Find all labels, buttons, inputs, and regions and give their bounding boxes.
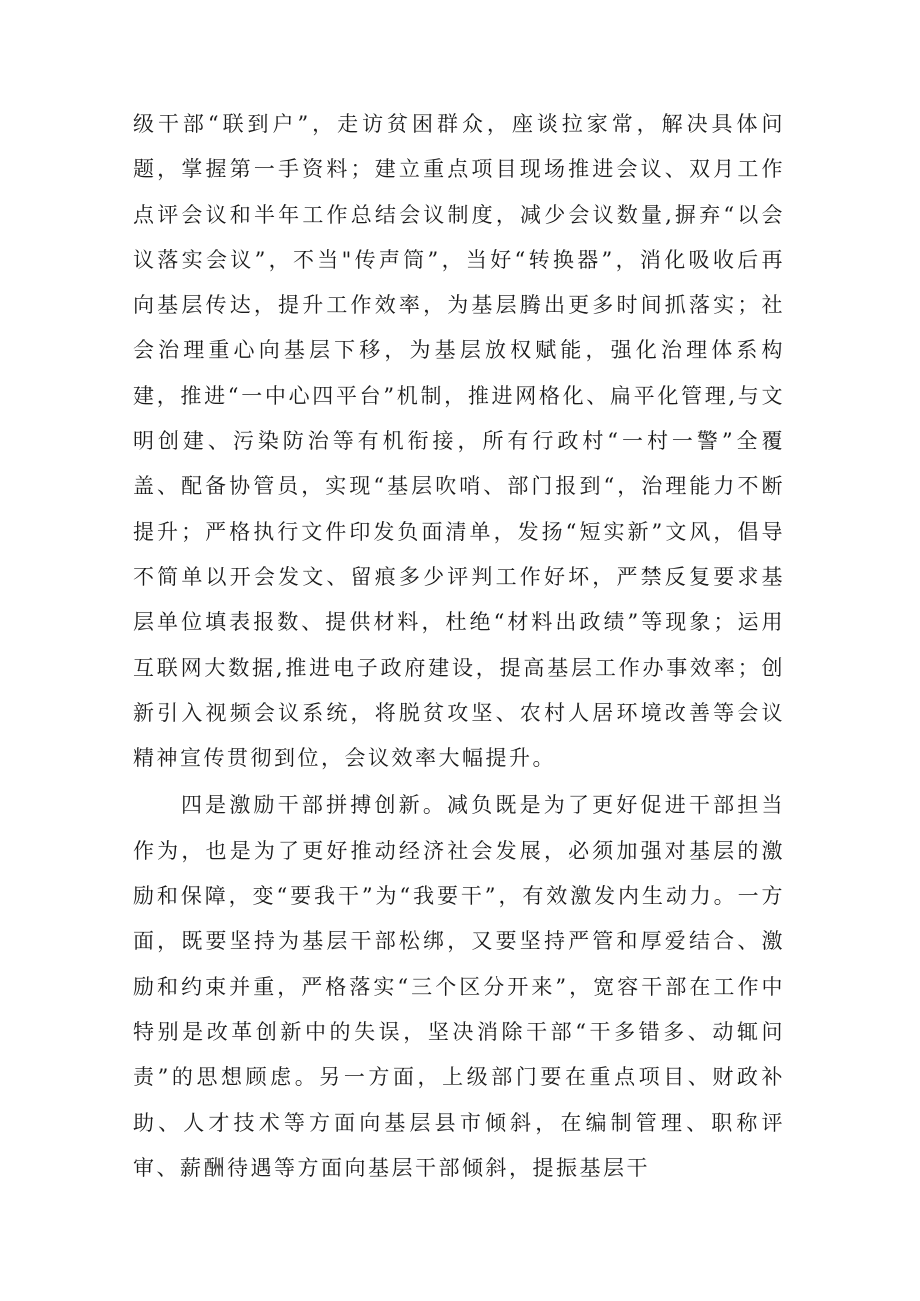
paragraph-continued: 级干部“联到户”，走访贫困群众，座谈拉家常，解决具体问题，掌握第一手资料；建立重点项目现场推进会议、双月工作点评会议和半年工作总结会议制度，减少会议数量,摒弃“以会议落实会议”，不当"传声筒”，当好“转换器”，消化吸收后再向基层传达，提升工作效率，为基层腾出更多时间抓落实；社会治理重心向基层下移，为基层放权赋能，强化治理体系构建，推进“一中心四平台”机制，推进网格化、扁平化管理,与文明创建、污染防治等有机衔接，所有行政村“一村一警”全覆盖、配备协管员，实现“基层吹哨、部门报到“，治理能力不断提升；严格执行文件印发负面清单，发扬“短实新”文风，倡导不简单以开会发文、留痕多少评判工作好坏，严禁反复要求基层单位填表报数、提供材料，杜绝“材料出政绩”等现象；运用互联网大数据,推进电子政府建设，提高基层工作办事效率；创新引入视频会议系统，将脱贫攻坚、农村人居环境改善等会议精神宣传贯彻到位，会议效率大幅提升。	[133, 112, 785, 771]
document-page	[133, 102, 785, 1191]
paragraph-four-incentive: 四是激励干部拼搏创新。减负既是为了更好促进干部担当作为，也是为了更好推动经济社会发展，必须加强对基层的激励和保障，变“要我干”为“我要干”，有效激发内生动力。一方面，既要坚持为基层干部松绑，又要坚持严管和厚爱结合、激励和约束并重，严格落实“三个区分开来”，宽容干部在工作中特别是改革创新中的失误，坚决消除干部“干多错多、动辄问责”的思想顾虑。另一方面，上级部门要在重点项目、财政补助、人才技术等方面向基层县市倾斜，在编制管理、职称评审、薪酬待遇等方面向基层干部倾斜，提振基层干	[133, 793, 785, 1180]
